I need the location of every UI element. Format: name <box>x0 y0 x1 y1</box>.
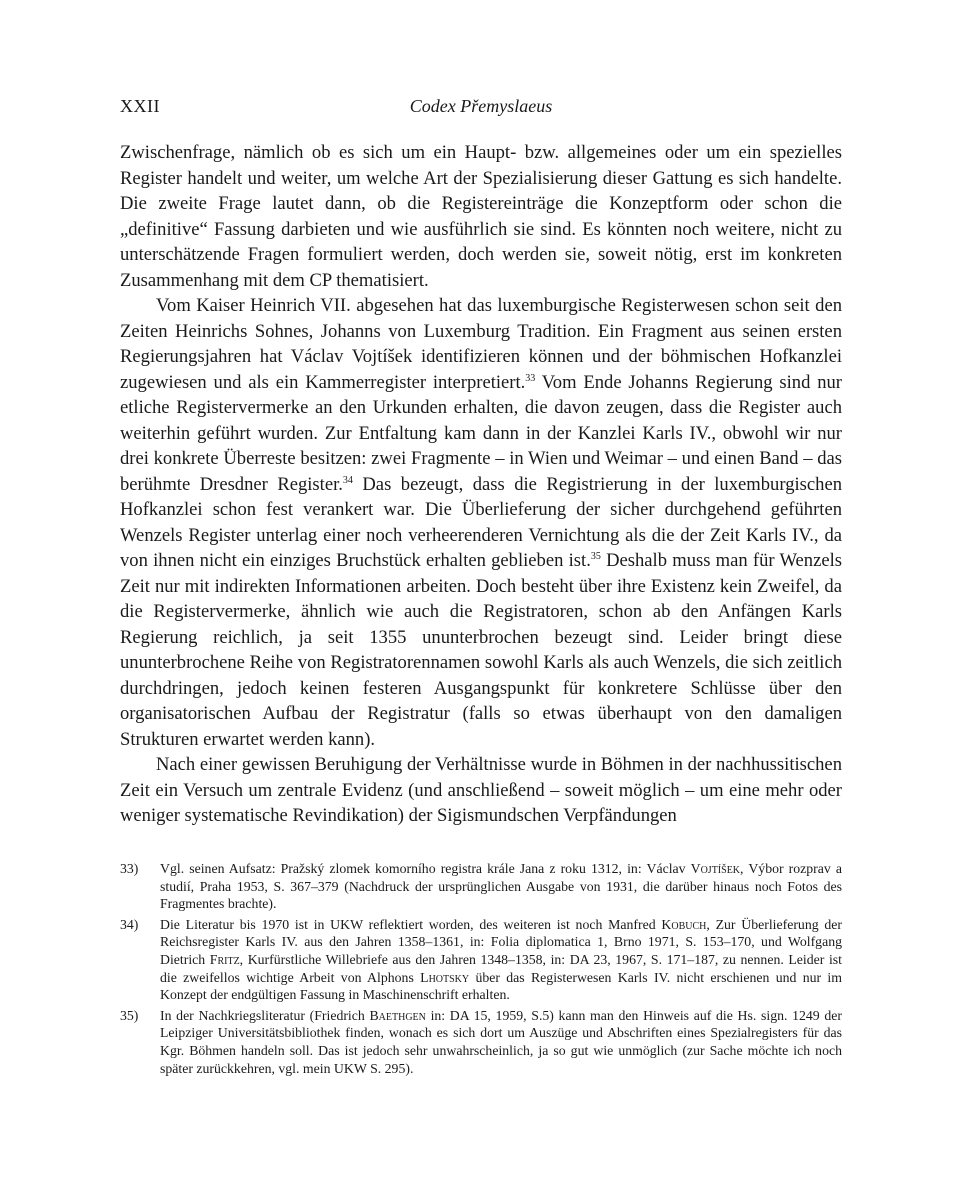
text-run: , Výbor rozprav a studií, Praha 1953, S. 367–379 (Nachdruck der ursprünglichen Ausgabe von 1931, die darüber hinaus noch Fotos des Fragmentes brachte). <box>160 861 842 912</box>
author-name: Vojtíšek <box>690 861 741 876</box>
paragraph-1: Zwischenfrage, nämlich ob es sich um ein Haupt- bzw. allgemeines oder um ein spezielles Register handelt und weiter, um welche Art der Spezialisierung dieser Gattung es sich handelte. Die zweite Frage lautet dann, ob die Registereinträge die Konzeptform oder schon die „definitive“ Fassung darbieten und wie ausführlich sie sind. Es könnten noch weitere, nicht zu unterschätzende Fragen formuliert werden, doch werden sie, soweit nötig, erst im konkreten Zusammenhang mit dem CP thematisiert. <box>120 142 842 291</box>
footnote-33 <box>120 860 842 913</box>
footnote-number: 35) <box>120 1007 139 1023</box>
author-name: Fritz <box>209 951 240 967</box>
footnote-35 <box>120 1007 842 1077</box>
footnote-34 <box>120 916 842 1004</box>
author-name: Lhotsky <box>420 969 470 985</box>
paragraph-2 <box>120 293 842 752</box>
page-number: XXII <box>120 96 160 116</box>
text-run: In der Nachkriegsliteratur (Friedrich <box>160 1007 370 1023</box>
footnote-number: 33) <box>120 861 139 876</box>
main-text <box>120 140 842 829</box>
author-name: Baethgen <box>369 1007 426 1023</box>
footnote-text <box>160 861 842 911</box>
text-run: , Zur Überlieferung der Reichsregister Karls IV. aus den Jahren 1358–1361, in: Folia diplomatica 1, Brno 1971, S. 153–170, und Wolfgang Dietrich <box>160 916 842 967</box>
text-run: über das Registerwesen Karls IV. nicht erschienen und nur im Konzept der endgültigen Fassung in Maschinenschrift erhalten. <box>160 969 842 1003</box>
text-run: in: DA 15, 1959, S.5) kann man den Hinweis auf die Hs. sign. 1249 der Leipziger Universitätsbibliothek finden, wonach es sich dort um Auszüge und Abschriften eines Spezialregisters für das Kgr. Böhmen handeln soll. Das ist jedoch sehr unwahrscheinlich, ja so gut wie unmöglich (zur Sache möchte ich noch später zurückkehren, vgl. mein UKW S. 295). <box>160 1007 842 1076</box>
text-run: , Kurfürstliche Willebriefe aus den Jahren 1348–1358, in: DA 23, 1967, S. 171–187, zu nennen. Leider ist die zweifellos wichtige Arbeit von Alphons <box>160 951 842 985</box>
text-run: Vom Kaiser Heinrich VII. abgesehen hat das luxemburgische Registerwesen schon seit den Zeiten Heinrichs Sohnes, Johanns von Luxemburg Tradition. Ein Fragment aus seinen ersten Regierungsjahren hat Václav Vojtíšek identifizieren können und der böhmischen Hofkanzlei zugewiesen und als ein Kammerregister interpretiert. <box>120 295 842 393</box>
footnote-ref-33[interactable]: 33 <box>525 372 536 384</box>
footnote-ref-35[interactable]: 35 <box>590 550 601 562</box>
paragraph-3: Nach einer gewissen Beruhigung der Verhältnisse wurde in Böhmen in der nachhussitischen Zeit ein Versuch um zentrale Evidenz (und anschließend – soweit möglich – um eine mehr oder weniger systematische Revindikation) der Sigismundschen Verpfändungen <box>120 754 842 826</box>
text-run: Vgl. seinen Aufsatz: Pražský zlomek komorního registra krále Jana z roku 1312, in: Václav <box>160 861 691 876</box>
footnote-text <box>160 1008 842 1076</box>
running-title: Codex Přemyslaeus <box>409 96 553 116</box>
footnote-ref-34[interactable]: 34 <box>342 474 353 486</box>
text-run: Die Literatur bis 1970 ist in UKW reflektiert worden, des weiteren ist noch Manfred <box>160 916 662 932</box>
footnotes <box>120 860 842 1080</box>
text-run: Das bezeugt, dass die Registrierung in der luxemburgischen Hofkanzlei schon fest verankert war. Die Überlieferung der sicher durchgehend geführten Wenzels Register unterlag einer noch verheerenderen Vernichtung als die der Zeit Karls IV., da von ihnen nicht ein einziges Bruchstück erhalten geblieben ist. <box>120 473 842 571</box>
page-header <box>120 96 842 126</box>
text-run: Deshalb muss man für Wenzels Zeit nur mit indirekten Informationen arbeiten. Doch besteht über ihre Existenz kein Zweifel, da die Registervermerke, ähnlich wie auch die Registratoren, schon ab den Anfängen Karls Regierung reichlich, ja seit 1355 ununterbrochen bezeugt sind. Leider bringt diese ununterbrochene Reihe von Registratorennamen sowohl Karls als auch Wenzels, die sich zeitlich durchdringen, jedoch keinen festeren Ausgangspunkt für konkretere Schlüsse über den organisatorischen Aufbau der Registratur (falls so etwas überhaupt von den damaligen Strukturen erwartet werden kann). <box>120 550 843 750</box>
footnote-text <box>160 917 842 1002</box>
footnote-number: 34) <box>120 916 139 932</box>
text-run: Vom Ende Johanns Regierung sind nur etliche Registervermerke an den Urkunden erhalten, die davon zeugen, dass die Register auch weiterhin geführt wurden. Zur Entfaltung kam dann in der Kanzlei Karls IV., obwohl wir nur drei konkrete Überreste besitzen: zwei Fragmente – in Wien und Weimar – und einen Band – das berühmte Dresdner Register. <box>120 371 842 495</box>
author-name: Kobuch <box>661 916 707 932</box>
